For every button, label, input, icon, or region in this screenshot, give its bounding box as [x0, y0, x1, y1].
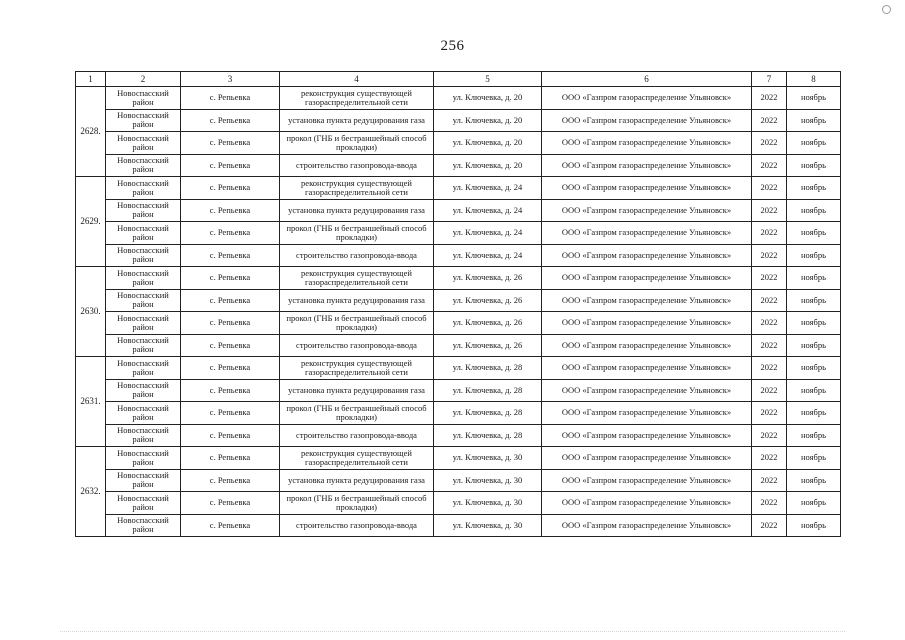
table-row [76, 447, 841, 470]
organization-cell: ООО «Газпром газораспределение Ульяновск» [542, 379, 752, 402]
month-cell: ноябрь [787, 424, 841, 447]
organization-cell: ООО «Газпром газораспределение Ульяновск» [542, 267, 752, 290]
month-cell: ноябрь [787, 492, 841, 515]
district-cell: Новоспасский район [106, 492, 181, 515]
entry-number: 2630. [76, 267, 106, 357]
work-type-cell: установка пункта редуцирования газа [280, 109, 434, 132]
entry-number: 2628. [76, 87, 106, 177]
month-cell: ноябрь [787, 334, 841, 357]
organization-cell: ООО «Газпром газораспределение Ульяновск» [542, 289, 752, 312]
address-cell: ул. Ключевка, д. 24 [434, 244, 542, 267]
district-cell: Новоспасский район [106, 289, 181, 312]
table-row [76, 492, 841, 515]
district-cell: Новоспасский район [106, 109, 181, 132]
table-row [76, 424, 841, 447]
work-type-cell: прокол (ГНБ и бестраншейный способ прокладки) [280, 222, 434, 245]
year-cell: 2022 [752, 379, 787, 402]
year-cell: 2022 [752, 424, 787, 447]
organization-cell: ООО «Газпром газораспределение Ульяновск» [542, 154, 752, 177]
table-row [76, 87, 841, 110]
work-type-cell: прокол (ГНБ и бестраншейный способ прокладки) [280, 492, 434, 515]
table-row [76, 312, 841, 335]
organization-cell: ООО «Газпром газораспределение Ульяновск» [542, 402, 752, 425]
table-row [76, 357, 841, 380]
column-header: 1 [76, 72, 106, 87]
organization-cell: ООО «Газпром газораспределение Ульяновск» [542, 514, 752, 537]
year-cell: 2022 [752, 447, 787, 470]
address-cell: ул. Ключевка, д. 20 [434, 154, 542, 177]
district-cell: Новоспасский район [106, 177, 181, 200]
column-header: 6 [542, 72, 752, 87]
column-header: 5 [434, 72, 542, 87]
work-type-cell: прокол (ГНБ и бестраншейный способ прокладки) [280, 402, 434, 425]
month-cell: ноябрь [787, 289, 841, 312]
work-type-cell: прокол (ГНБ и бестраншейный способ прокладки) [280, 132, 434, 155]
district-cell: Новоспасский район [106, 87, 181, 110]
locality-cell: с. Репьевка [181, 312, 280, 335]
month-cell: ноябрь [787, 379, 841, 402]
locality-cell: с. Репьевка [181, 357, 280, 380]
table-row [76, 334, 841, 357]
address-cell: ул. Ключевка, д. 20 [434, 109, 542, 132]
table-row [76, 379, 841, 402]
locality-cell: с. Репьевка [181, 267, 280, 290]
work-type-cell: строительство газопровода-ввода [280, 334, 434, 357]
address-cell: ул. Ключевка, д. 28 [434, 357, 542, 380]
table-body [76, 87, 841, 537]
table-row [76, 402, 841, 425]
scan-artifact [882, 5, 891, 14]
year-cell: 2022 [752, 334, 787, 357]
organization-cell: ООО «Газпром газораспределение Ульяновск» [542, 469, 752, 492]
year-cell: 2022 [752, 469, 787, 492]
locality-cell: с. Репьевка [181, 514, 280, 537]
district-cell: Новоспасский район [106, 402, 181, 425]
locality-cell: с. Репьевка [181, 177, 280, 200]
address-cell: ул. Ключевка, д. 28 [434, 402, 542, 425]
month-cell: ноябрь [787, 199, 841, 222]
locality-cell: с. Репьевка [181, 492, 280, 515]
locality-cell: с. Репьевка [181, 379, 280, 402]
month-cell: ноябрь [787, 357, 841, 380]
work-type-cell: установка пункта редуцирования газа [280, 199, 434, 222]
work-type-cell: реконструкция существующей газораспределительной сети [280, 357, 434, 380]
address-cell: ул. Ключевка, д. 30 [434, 492, 542, 515]
work-type-cell: строительство газопровода-ввода [280, 514, 434, 537]
address-cell: ул. Ключевка, д. 20 [434, 87, 542, 110]
locality-cell: с. Репьевка [181, 289, 280, 312]
year-cell: 2022 [752, 289, 787, 312]
work-type-cell: строительство газопровода-ввода [280, 154, 434, 177]
work-type-cell: реконструкция существующей газораспределительной сети [280, 87, 434, 110]
district-cell: Новоспасский район [106, 267, 181, 290]
table-row [76, 244, 841, 267]
organization-cell: ООО «Газпром газораспределение Ульяновск» [542, 109, 752, 132]
address-cell: ул. Ключевка, д. 28 [434, 379, 542, 402]
district-cell: Новоспасский район [106, 334, 181, 357]
locality-cell: с. Репьевка [181, 222, 280, 245]
locality-cell: с. Репьевка [181, 469, 280, 492]
table-row [76, 177, 841, 200]
district-cell: Новоспасский район [106, 357, 181, 380]
district-cell: Новоспасский район [106, 447, 181, 470]
data-table [75, 71, 841, 537]
month-cell: ноябрь [787, 447, 841, 470]
work-type-cell: строительство газопровода-ввода [280, 424, 434, 447]
work-type-cell: прокол (ГНБ и бестраншейный способ прокладки) [280, 312, 434, 335]
district-cell: Новоспасский район [106, 469, 181, 492]
table-row [76, 267, 841, 290]
table-row [76, 514, 841, 537]
district-cell: Новоспасский район [106, 424, 181, 447]
district-cell: Новоспасский район [106, 514, 181, 537]
organization-cell: ООО «Газпром газораспределение Ульяновск» [542, 87, 752, 110]
work-type-cell: строительство газопровода-ввода [280, 244, 434, 267]
district-cell: Новоспасский район [106, 132, 181, 155]
locality-cell: с. Репьевка [181, 132, 280, 155]
work-type-cell: реконструкция существующей газораспределительной сети [280, 177, 434, 200]
locality-cell: с. Репьевка [181, 87, 280, 110]
locality-cell: с. Репьевка [181, 424, 280, 447]
district-cell: Новоспасский район [106, 222, 181, 245]
address-cell: ул. Ключевка, д. 24 [434, 177, 542, 200]
organization-cell: ООО «Газпром газораспределение Ульяновск» [542, 357, 752, 380]
table-row [76, 199, 841, 222]
column-header: 3 [181, 72, 280, 87]
month-cell: ноябрь [787, 244, 841, 267]
work-type-cell: установка пункта редуцирования газа [280, 469, 434, 492]
address-cell: ул. Ключевка, д. 24 [434, 222, 542, 245]
column-header: 8 [787, 72, 841, 87]
year-cell: 2022 [752, 177, 787, 200]
locality-cell: с. Репьевка [181, 109, 280, 132]
address-cell: ул. Ключевка, д. 28 [434, 424, 542, 447]
district-cell: Новоспасский район [106, 312, 181, 335]
month-cell: ноябрь [787, 267, 841, 290]
year-cell: 2022 [752, 492, 787, 515]
organization-cell: ООО «Газпром газораспределение Ульяновск» [542, 334, 752, 357]
district-cell: Новоспасский район [106, 154, 181, 177]
address-cell: ул. Ключевка, д. 26 [434, 289, 542, 312]
table-row [76, 222, 841, 245]
month-cell: ноябрь [787, 222, 841, 245]
table-row [76, 469, 841, 492]
entry-number: 2631. [76, 357, 106, 447]
organization-cell: ООО «Газпром газораспределение Ульяновск» [542, 132, 752, 155]
header-row [76, 72, 841, 87]
month-cell: ноябрь [787, 469, 841, 492]
district-cell: Новоспасский район [106, 244, 181, 267]
organization-cell: ООО «Газпром газораспределение Ульяновск» [542, 424, 752, 447]
month-cell: ноябрь [787, 154, 841, 177]
table-row [76, 289, 841, 312]
locality-cell: с. Репьевка [181, 199, 280, 222]
organization-cell: ООО «Газпром газораспределение Ульяновск» [542, 177, 752, 200]
column-header: 7 [752, 72, 787, 87]
address-cell: ул. Ключевка, д. 26 [434, 312, 542, 335]
year-cell: 2022 [752, 132, 787, 155]
month-cell: ноябрь [787, 312, 841, 335]
month-cell: ноябрь [787, 109, 841, 132]
month-cell: ноябрь [787, 132, 841, 155]
district-cell: Новоспасский район [106, 379, 181, 402]
district-cell: Новоспасский район [106, 199, 181, 222]
locality-cell: с. Репьевка [181, 244, 280, 267]
month-cell: ноябрь [787, 402, 841, 425]
year-cell: 2022 [752, 199, 787, 222]
locality-cell: с. Репьевка [181, 402, 280, 425]
address-cell: ул. Ключевка, д. 26 [434, 334, 542, 357]
year-cell: 2022 [752, 87, 787, 110]
year-cell: 2022 [752, 222, 787, 245]
address-cell: ул. Ключевка, д. 20 [434, 132, 542, 155]
organization-cell: ООО «Газпром газораспределение Ульяновск» [542, 199, 752, 222]
entry-number: 2629. [76, 177, 106, 267]
work-type-cell: реконструкция существующей газораспределительной сети [280, 447, 434, 470]
work-type-cell: установка пункта редуцирования газа [280, 289, 434, 312]
address-cell: ул. Ключевка, д. 30 [434, 514, 542, 537]
year-cell: 2022 [752, 109, 787, 132]
locality-cell: с. Репьевка [181, 334, 280, 357]
month-cell: ноябрь [787, 87, 841, 110]
column-header: 2 [106, 72, 181, 87]
year-cell: 2022 [752, 402, 787, 425]
month-cell: ноябрь [787, 177, 841, 200]
organization-cell: ООО «Газпром газораспределение Ульяновск» [542, 447, 752, 470]
month-cell: ноябрь [787, 514, 841, 537]
organization-cell: ООО «Газпром газораспределение Ульяновск» [542, 312, 752, 335]
address-cell: ул. Ключевка, д. 30 [434, 447, 542, 470]
table-row [76, 154, 841, 177]
year-cell: 2022 [752, 244, 787, 267]
locality-cell: с. Репьевка [181, 447, 280, 470]
organization-cell: ООО «Газпром газораспределение Ульяновск» [542, 222, 752, 245]
organization-cell: ООО «Газпром газораспределение Ульяновск» [542, 492, 752, 515]
page-number: 256 [440, 38, 465, 54]
work-type-cell: установка пункта редуцирования газа [280, 379, 434, 402]
year-cell: 2022 [752, 514, 787, 537]
table-row [76, 132, 841, 155]
entry-number: 2632. [76, 447, 106, 537]
work-type-cell: реконструкция существующей газораспределительной сети [280, 267, 434, 290]
address-cell: ул. Ключевка, д. 24 [434, 199, 542, 222]
address-cell: ул. Ключевка, д. 26 [434, 267, 542, 290]
year-cell: 2022 [752, 154, 787, 177]
address-cell: ул. Ключевка, д. 30 [434, 469, 542, 492]
organization-cell: ООО «Газпром газораспределение Ульяновск» [542, 244, 752, 267]
table-row [76, 109, 841, 132]
locality-cell: с. Репьевка [181, 154, 280, 177]
column-header: 4 [280, 72, 434, 87]
scan-artifact [60, 627, 845, 632]
year-cell: 2022 [752, 312, 787, 335]
year-cell: 2022 [752, 357, 787, 380]
year-cell: 2022 [752, 267, 787, 290]
